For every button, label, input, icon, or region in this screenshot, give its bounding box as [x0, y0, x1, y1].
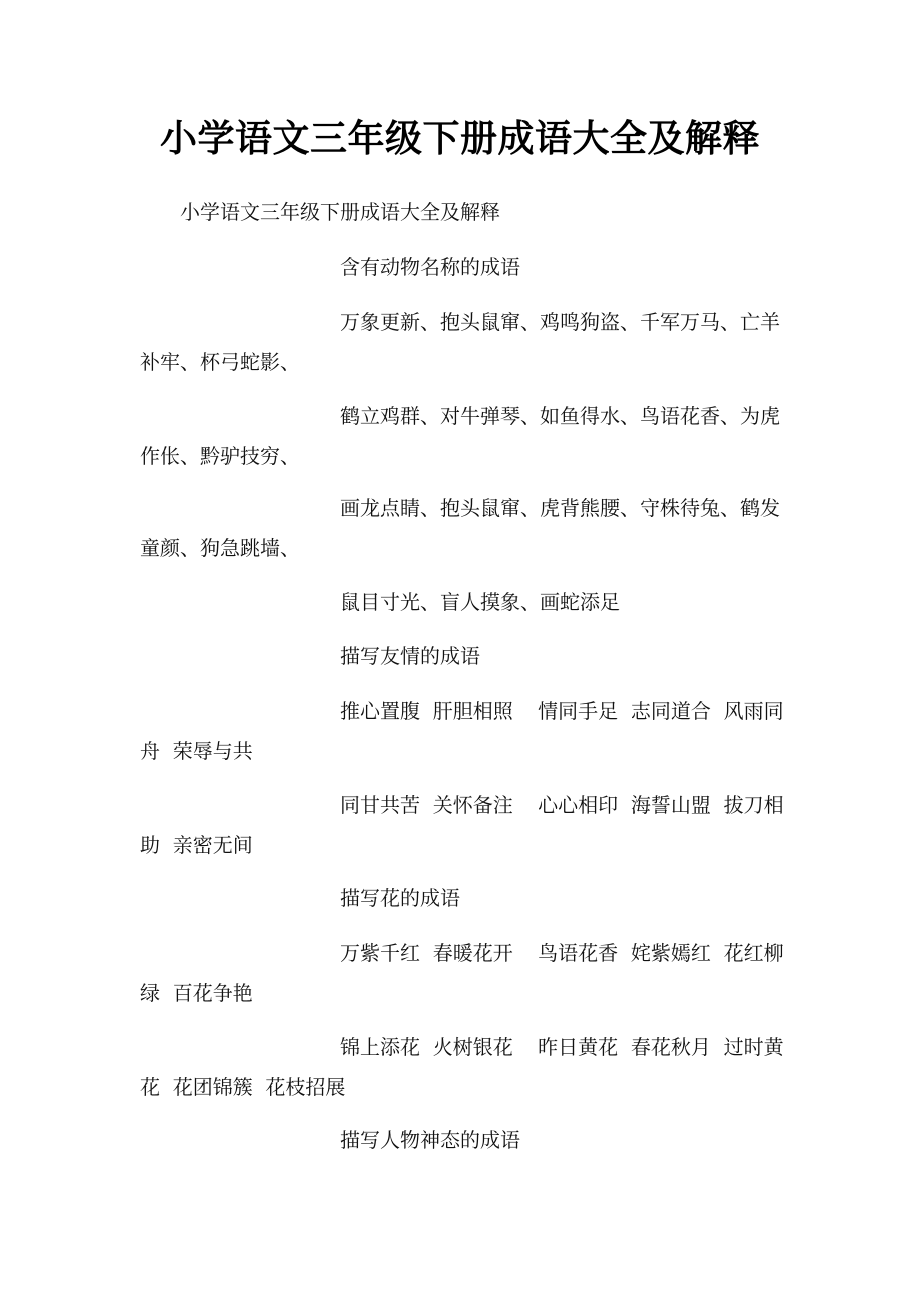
idiom-paragraph-animals-1: 万象更新、抱头鼠窜、鸡鸣狗盗、千军万马、亡羊补牢、杯弓蛇影、 — [140, 310, 780, 374]
subtitle-paragraph: 小学语文三年级下册成语大全及解释 — [180, 200, 500, 224]
idiom-paragraph-friendship-2: 同甘共苦 关怀备注 心心相印 海誓山盟 拔刀相助 亲密无间 — [140, 793, 784, 857]
idiom-paragraph-animals-2: 鹤立鸡群、对牛弹琴、如鱼得水、鸟语花香、为虎作伥、黔驴技穷、 — [140, 404, 780, 468]
idiom-paragraph-animals-4: 鼠目寸光、盲人摸象、画蛇添足 — [340, 590, 620, 614]
section-heading-expressions: 描写人物神态的成语 — [340, 1128, 520, 1152]
section-heading-animals: 含有动物名称的成语 — [340, 255, 520, 279]
section-heading-friendship: 描写友情的成语 — [340, 644, 480, 668]
idiom-paragraph-flowers-2: 锦上添花 火树银花 昨日黄花 春花秋月 过时黄花 花团锦簇 花枝招展 — [140, 1035, 784, 1099]
idiom-paragraph-animals-3: 画龙点睛、抱头鼠窜、虎背熊腰、守株待兔、鹤发童颜、狗急跳墙、 — [140, 496, 780, 560]
idiom-paragraph-friendship-1: 推心置腹 肝胆相照 情同手足 志同道合 风雨同舟 荣辱与共 — [140, 699, 784, 763]
section-heading-flowers: 描写花的成语 — [340, 886, 460, 910]
idiom-paragraph-flowers-1: 万紫千红 春暖花开 鸟语花香 姹紫嫣红 花红柳绿 百花争艳 — [140, 941, 784, 1005]
document-title: 小学语文三年级下册成语大全及解释 — [160, 116, 760, 160]
